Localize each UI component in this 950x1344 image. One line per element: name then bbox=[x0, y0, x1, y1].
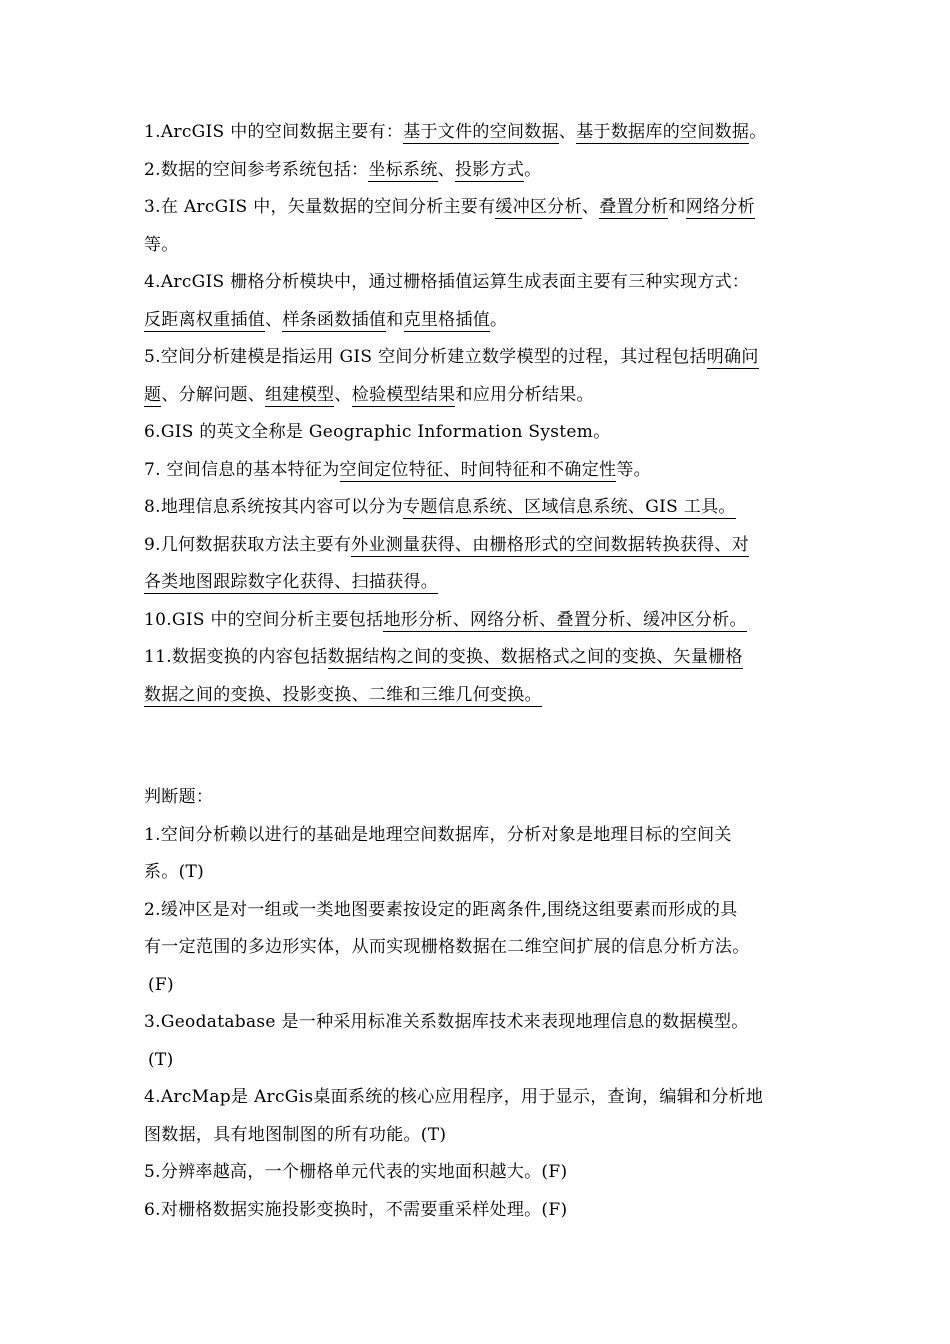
fill-in-line bbox=[144, 377, 812, 415]
question-text: 等。 bbox=[616, 459, 651, 480]
fill-in-line bbox=[144, 339, 812, 377]
question-text: 3.在 ArcGIS 中，矢量数据的空间分析主要有 bbox=[144, 197, 496, 217]
answer-underlined-text: 数据之间的变换、投影变换、二维和三维几何变换。 bbox=[144, 684, 542, 705]
section-gap bbox=[144, 714, 812, 779]
judgement-line bbox=[144, 929, 812, 967]
fill-in-line bbox=[144, 639, 812, 677]
answer-underlined-text: 各类地图跟踪数字化获得、扫描获得。 bbox=[144, 572, 439, 592]
question-text: 、 bbox=[558, 122, 577, 142]
judgement-line bbox=[144, 1079, 812, 1117]
question-text: 1.ArcGIS 中的空间数据主要有： bbox=[144, 122, 404, 142]
answer-underlined-text: 专题信息系统、区域信息系统、GIS 工具。 bbox=[403, 497, 736, 517]
question-text: 4.ArcGIS 栅格分析模块中，通过栅格插值运算生成表面主要有三种实现方式： bbox=[144, 272, 750, 292]
question-text: 系。(T) bbox=[144, 862, 205, 882]
judgement-line bbox=[144, 817, 812, 855]
question-text: 、 bbox=[334, 384, 352, 405]
answer-underlined-text: 题 bbox=[144, 384, 162, 405]
answer-underlined-text: 空间定位特征、时间特征和不确定性 bbox=[339, 459, 617, 480]
question-text: 、 bbox=[265, 309, 283, 330]
question-text: 。 bbox=[749, 122, 767, 142]
question-text: 9.几何数据获取方法主要有 bbox=[144, 534, 352, 555]
answer-underlined-text: 克里格插值 bbox=[403, 309, 491, 330]
answer-underlined-text: 外业测量获得、由栅格形式的空间数据转换获得、对 bbox=[351, 534, 750, 555]
question-text: 6.GIS 的英文全称是 Geographic Information System。 bbox=[144, 422, 611, 442]
answer-underlined-text: 检验模型结果 bbox=[351, 384, 456, 405]
answer-underlined-text: 地形分析、网络分析、叠置分析、缓冲区分析。 bbox=[383, 609, 747, 630]
question-text: 和 bbox=[668, 197, 686, 217]
fill-in-line bbox=[144, 152, 812, 190]
fill-in-line bbox=[144, 602, 812, 640]
question-text: 5.分辨率越高，一个栅格单元代表的实地面积越大。(F) bbox=[144, 1162, 568, 1182]
question-text: 。 bbox=[524, 159, 542, 180]
answer-underlined-text: 投影方式 bbox=[454, 159, 525, 180]
question-text: 8.地理信息系统按其内容可以分为 bbox=[144, 497, 404, 517]
fill-in-line bbox=[144, 489, 812, 527]
question-text: 2.缓冲区是对一组或一类地图要素按设定的距离条件,围绕这组要素而形成的具 bbox=[144, 899, 738, 920]
question-text: 1.空间分析赖以进行的基础是地理空间数据库，分析对象是地理目标的空间关 bbox=[144, 824, 732, 845]
answer-underlined-text: 反距离权重插值 bbox=[144, 309, 266, 330]
question-text: 4.ArcMap是 ArcGis桌面系统的核心应用程序，用于显示，查询，编辑和分析地 bbox=[144, 1087, 764, 1107]
judgement-line bbox=[144, 854, 812, 892]
question-text: 有一定范围的多边形实体，从而实现栅格数据在二维空间扩展的信息分析方法。 bbox=[144, 937, 750, 957]
judgement-line bbox=[144, 1117, 812, 1155]
question-text: (T) bbox=[148, 1049, 174, 1070]
fill-in-section bbox=[144, 114, 812, 714]
answer-underlined-text: 缓冲区分析 bbox=[495, 197, 582, 217]
answer-underlined-text: 明确问 bbox=[706, 347, 759, 367]
question-text: 、 bbox=[437, 159, 455, 180]
question-text: 、分解问题、 bbox=[161, 384, 266, 405]
judgement-line bbox=[144, 967, 812, 1005]
answer-underlined-text: 网络分析 bbox=[685, 197, 755, 217]
question-text: 。 bbox=[490, 309, 508, 330]
fill-in-line bbox=[144, 264, 812, 302]
answer-underlined-text: 基于数据库的空间数据 bbox=[576, 122, 750, 142]
question-text: 等。 bbox=[144, 234, 179, 255]
question-text: 10.GIS 中的空间分析主要包括 bbox=[144, 609, 384, 630]
question-text: 6.对栅格数据实施投影变换时，不需要重采样处理。(F) bbox=[144, 1199, 568, 1220]
answer-underlined-text: 样条函数插值 bbox=[282, 309, 387, 330]
question-text: 5.空间分析建模是指运用 GIS 空间分析建立数学模型的过程，其过程包括 bbox=[144, 347, 707, 367]
judgement-line bbox=[144, 1004, 812, 1042]
fill-in-line bbox=[144, 189, 812, 227]
fill-in-line bbox=[144, 527, 812, 565]
answer-underlined-text: 坐标系统 bbox=[368, 159, 438, 180]
question-text: 判断题： bbox=[144, 787, 214, 807]
judgement-line bbox=[144, 1042, 812, 1080]
question-text: 、 bbox=[581, 197, 600, 217]
question-text: 图数据，具有地图制图的所有功能。(T) bbox=[144, 1124, 447, 1145]
judgement-line bbox=[144, 779, 812, 817]
fill-in-line bbox=[144, 452, 812, 490]
judgement-line bbox=[144, 1154, 812, 1192]
question-text: (F) bbox=[148, 974, 174, 995]
fill-in-line bbox=[144, 302, 812, 340]
question-text: 3.Geodatabase 是一种采用标准关系数据库技术来表现地理信息的数据模型。 bbox=[144, 1012, 749, 1032]
question-text: 7. 空间信息的基本特征为 bbox=[144, 459, 340, 480]
judgement-line bbox=[144, 1192, 812, 1230]
answer-underlined-text: 组建模型 bbox=[265, 384, 335, 405]
question-text: 11.数据变换的内容包括 bbox=[144, 647, 328, 667]
fill-in-line bbox=[144, 227, 812, 265]
judgement-line bbox=[144, 892, 812, 930]
question-text: 和 bbox=[386, 309, 404, 330]
question-text: 和应用分析结果。 bbox=[455, 384, 594, 405]
answer-underlined-text: 叠置分析 bbox=[599, 197, 669, 217]
fill-in-line bbox=[144, 677, 812, 715]
question-text: 2.数据的空间参考系统包括： bbox=[144, 159, 369, 180]
answer-underlined-text: 数据结构之间的变换、数据格式之间的变换、矢量栅格 bbox=[327, 647, 743, 667]
fill-in-line bbox=[144, 564, 812, 602]
fill-in-line bbox=[144, 414, 812, 452]
judgement-section bbox=[144, 779, 812, 1229]
fill-in-line bbox=[144, 114, 812, 152]
answer-underlined-text: 基于文件的空间数据 bbox=[403, 122, 559, 142]
document-page bbox=[144, 114, 812, 1229]
